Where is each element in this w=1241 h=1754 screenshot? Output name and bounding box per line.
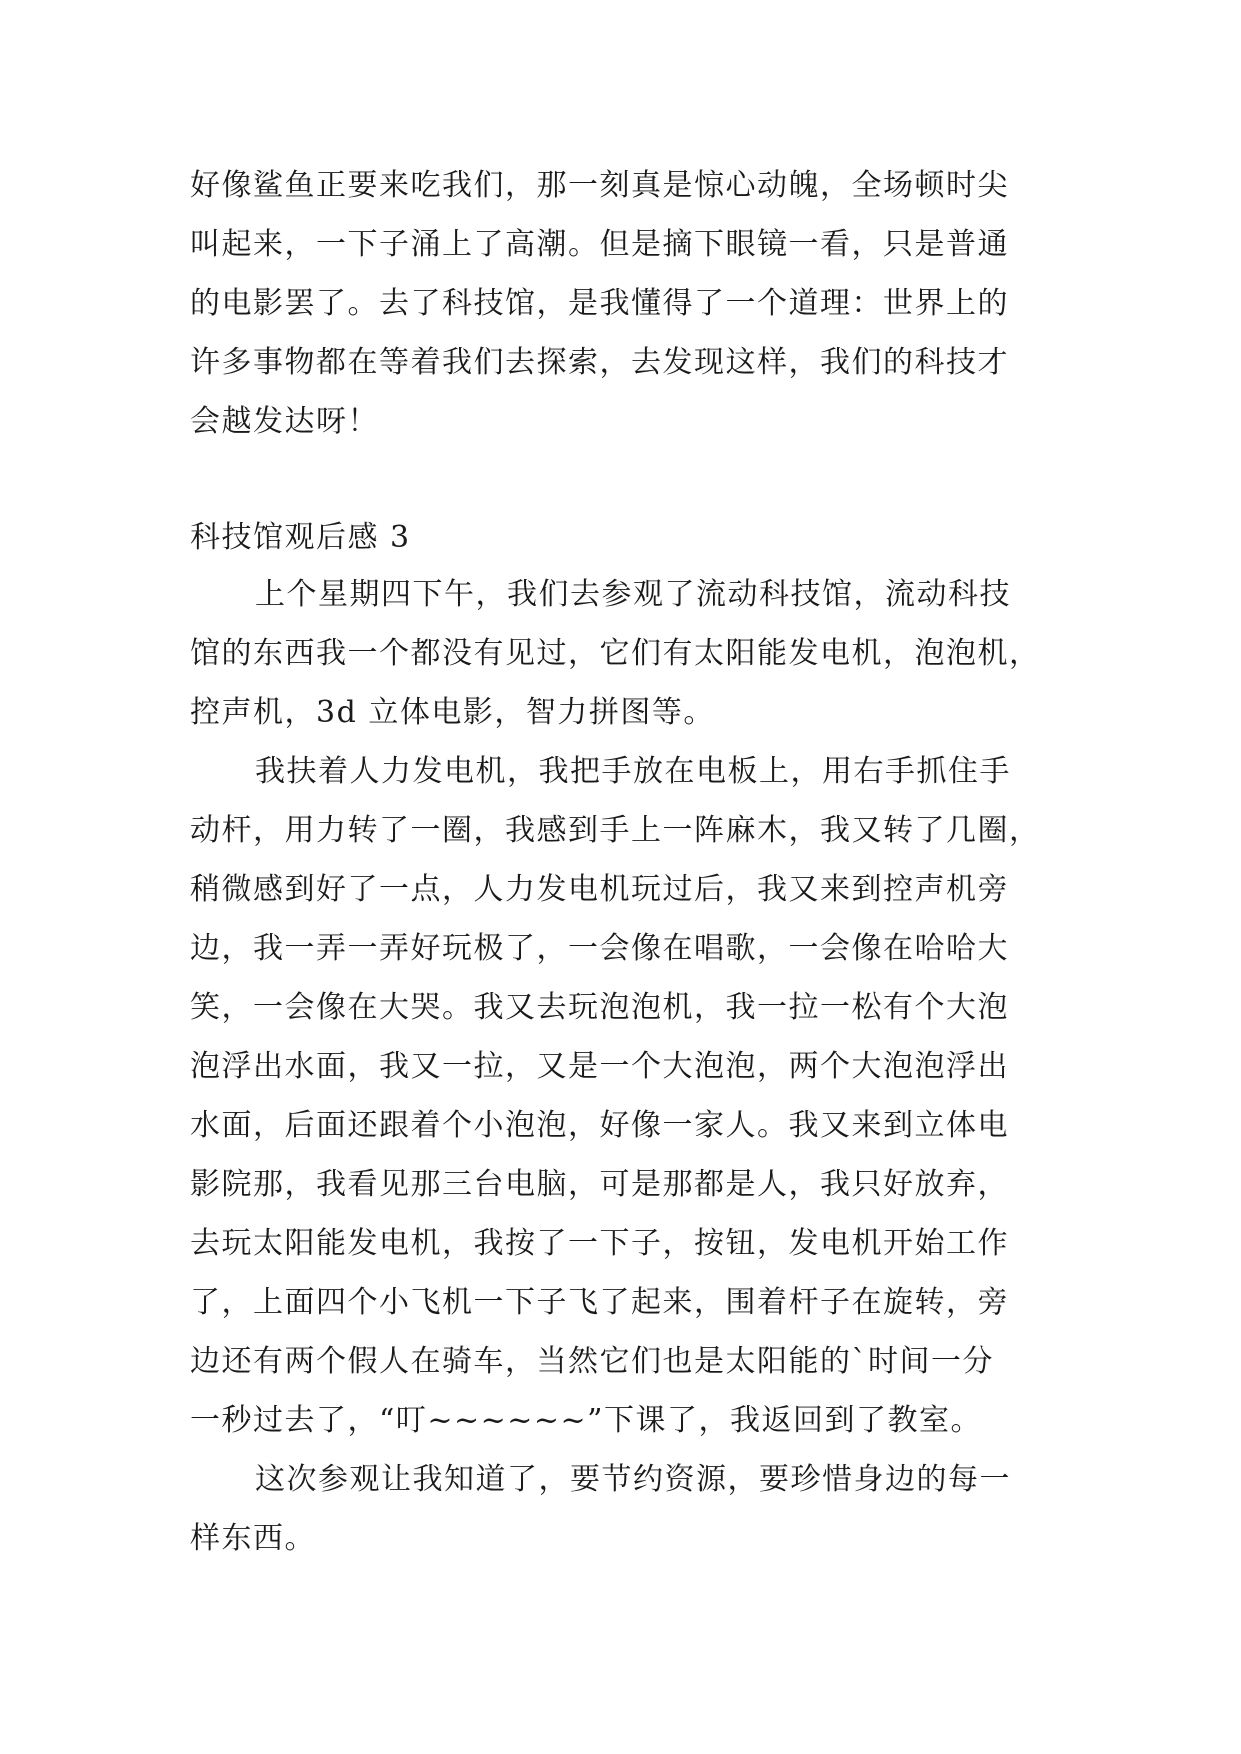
section-body bbox=[190, 565, 1050, 1568]
text-line: 一秒过去了，“叮~~~~~~”下课了，我返回到了教室。 bbox=[190, 1403, 982, 1438]
paragraph-2 bbox=[190, 742, 1050, 1450]
text-line: 边，我一弄一弄好玩极了，一会像在唱歌，一会像在哈哈大 bbox=[190, 931, 1009, 966]
text-line: 泡浮出水面，我又一拉，又是一个大泡泡，两个大泡泡浮出 bbox=[190, 1049, 1009, 1084]
text-line: 这次参观让我知道了，要节约资源，要珍惜身边的每一 bbox=[255, 1462, 1011, 1497]
text-line: 稍微感到好了一点，人力发电机玩过后，我又来到控声机旁 bbox=[190, 872, 1009, 907]
text-line: 边还有两个假人在骑车，当然它们也是太阳能的`时间一分 bbox=[190, 1344, 994, 1379]
section-title: 科技馆观后感 3 bbox=[190, 520, 411, 555]
text-line: 的电影罢了。去了科技馆，是我懂得了一个道理：世界上的 bbox=[190, 286, 1009, 321]
paragraph-1 bbox=[190, 565, 1050, 742]
text-line: 上个星期四下午，我们去参观了流动科技馆，流动科技 bbox=[255, 577, 1011, 612]
continuation-paragraph bbox=[190, 156, 1050, 451]
paragraph-3 bbox=[190, 1450, 1050, 1568]
text-line: 会越发达呀！ bbox=[190, 404, 379, 439]
text-line: 我扶着人力发电机，我把手放在电板上，用右手抓住手 bbox=[255, 754, 1011, 789]
text-line: 水面，后面还跟着个小泡泡，好像一家人。我又来到立体电 bbox=[190, 1108, 1009, 1143]
section-heading-block bbox=[190, 508, 1050, 567]
text-line: 许多事物都在等着我们去探索，去发现这样，我们的科技才 bbox=[190, 345, 1009, 380]
text-line: 馆的东西我一个都没有见过，它们有太阳能发电机，泡泡机， bbox=[190, 636, 1041, 671]
text-line: 笑，一会像在大哭。我又去玩泡泡机，我一拉一松有个大泡 bbox=[190, 990, 1009, 1025]
text-line: 动杆，用力转了一圈，我感到手上一阵麻木，我又转了几圈， bbox=[190, 813, 1041, 848]
text-line: 影院那，我看见那三台电脑，可是那都是人，我只好放弃， bbox=[190, 1167, 1009, 1202]
text-line: 了，上面四个小飞机一下子飞了起来，围着杆子在旋转，旁 bbox=[190, 1285, 1009, 1320]
text-line: 控声机，3d 立体电影，智力拼图等。 bbox=[190, 695, 715, 730]
text-line: 样东西。 bbox=[190, 1521, 316, 1556]
text-line: 去玩太阳能发电机，我按了一下子，按钮，发电机开始工作 bbox=[190, 1226, 1009, 1261]
text-line: 好像鲨鱼正要来吃我们，那一刻真是惊心动魄，全场顿时尖 bbox=[190, 168, 1009, 203]
text-line: 叫起来，一下子涌上了高潮。但是摘下眼镜一看，只是普通 bbox=[190, 227, 1009, 262]
